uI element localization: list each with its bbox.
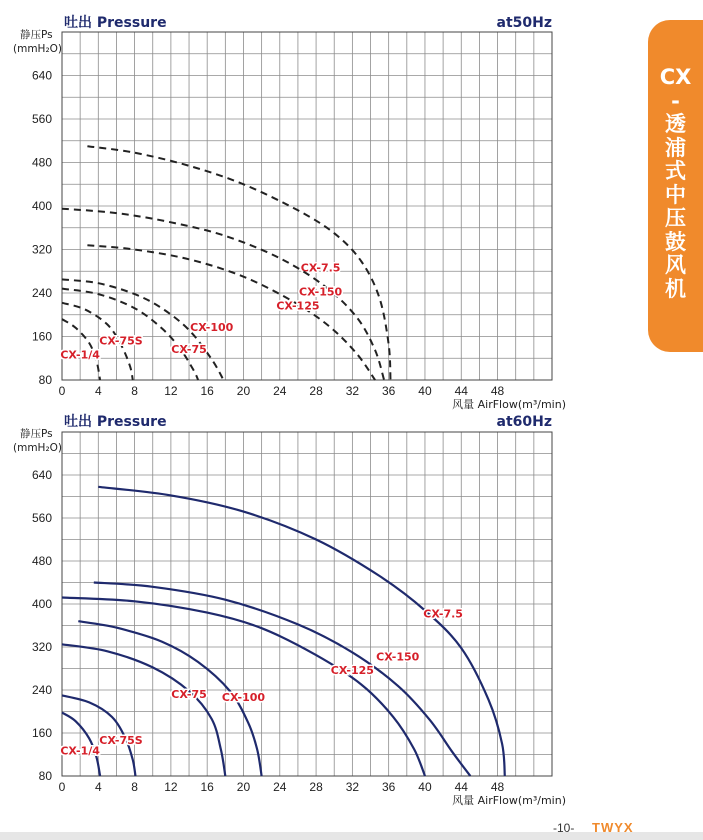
x-tick-label: 44 (454, 384, 468, 398)
series-label: CX-7.5 (423, 607, 463, 621)
brand-logo-text: TWYX (592, 820, 634, 835)
x-axis-label: 风量 AirFlow(m³/min) (452, 794, 566, 807)
x-tick-label: 16 (200, 384, 214, 398)
page-number: -10- (553, 821, 575, 835)
y-axis-label: 静压Ps (20, 428, 53, 440)
x-tick-label: 40 (418, 384, 432, 398)
series-label: CX-1/4 (60, 348, 100, 362)
y-tick-label: 400 (31, 597, 52, 611)
chart-frequency: at60Hz (496, 414, 552, 430)
chart-frequency: at50Hz (496, 15, 552, 31)
y-tick-label: 240 (31, 286, 52, 300)
x-tick-label: 0 (58, 384, 66, 398)
chart-title: 吐出 Pressure (64, 414, 167, 430)
x-tick-label: 4 (94, 780, 102, 794)
series-label: CX-125 (330, 663, 374, 677)
y-tick-label: 320 (31, 242, 52, 257)
y-tick-label: 400 (31, 199, 52, 213)
y-tick-label: 80 (38, 373, 52, 387)
x-tick-label: 36 (381, 384, 396, 398)
x-tick-label: 8 (131, 384, 138, 398)
x-tick-label: 40 (418, 780, 432, 794)
y-tick-label: 480 (31, 155, 52, 170)
series-label: CX-75S (99, 733, 143, 747)
y-tick-label: 640 (31, 468, 52, 482)
chart-title: 吐出 Pressure (64, 15, 167, 31)
x-tick-label: 12 (164, 780, 178, 794)
y-tick-label: 160 (31, 726, 52, 740)
x-tick-label: 24 (273, 384, 287, 398)
y-axis-label: 静压Ps (20, 29, 53, 41)
x-tick-label: 48 (490, 780, 505, 794)
x-tick-label: 36 (381, 780, 396, 794)
series-label: CX-1/4 (60, 744, 100, 758)
x-tick-label: 28 (309, 384, 323, 398)
y-tick-label: 560 (31, 112, 52, 126)
series-label: CX-75 (171, 342, 207, 356)
series-label: CX-125 (276, 299, 320, 313)
y-tick-label: 320 (31, 640, 52, 654)
x-tick-label: 32 (345, 384, 360, 398)
x-tick-label: 20 (236, 780, 251, 794)
x-tick-label: 28 (309, 780, 323, 794)
x-tick-label: 16 (200, 780, 214, 794)
series-label: CX-75S (99, 334, 143, 348)
x-axis-label: 风量 AirFlow(m³/min) (452, 398, 566, 411)
y-tick-label: 560 (31, 511, 52, 525)
series-label: CX-150 (376, 650, 420, 664)
y-tick-label: 480 (31, 554, 52, 568)
y-tick-label: 160 (31, 329, 52, 344)
x-tick-label: 44 (454, 780, 468, 794)
x-tick-label: 20 (236, 384, 251, 398)
y-tick-label: 240 (31, 683, 52, 697)
y-axis-unit: (mmH₂O) (13, 43, 63, 55)
x-tick-label: 48 (490, 384, 505, 398)
series-label: CX-7.5 (300, 261, 341, 275)
y-axis-unit: (mmH₂O) (13, 442, 63, 454)
x-tick-label: 24 (273, 780, 287, 794)
x-tick-label: 12 (164, 384, 178, 398)
series-label: CX-100 (221, 690, 266, 704)
y-tick-label: 640 (31, 68, 52, 83)
series-label: CX-100 (190, 321, 234, 335)
x-tick-label: 32 (345, 780, 360, 794)
x-tick-label: 4 (94, 384, 102, 398)
x-tick-label: 8 (131, 780, 138, 794)
series-label: CX-150 (299, 285, 343, 299)
y-tick-label: 80 (38, 769, 52, 783)
series-label: CX-75 (171, 688, 207, 702)
x-tick-label: 0 (58, 780, 66, 794)
side-tab-text: CX - 透 浦 式 中 压 鼓 风 机 (659, 65, 692, 301)
